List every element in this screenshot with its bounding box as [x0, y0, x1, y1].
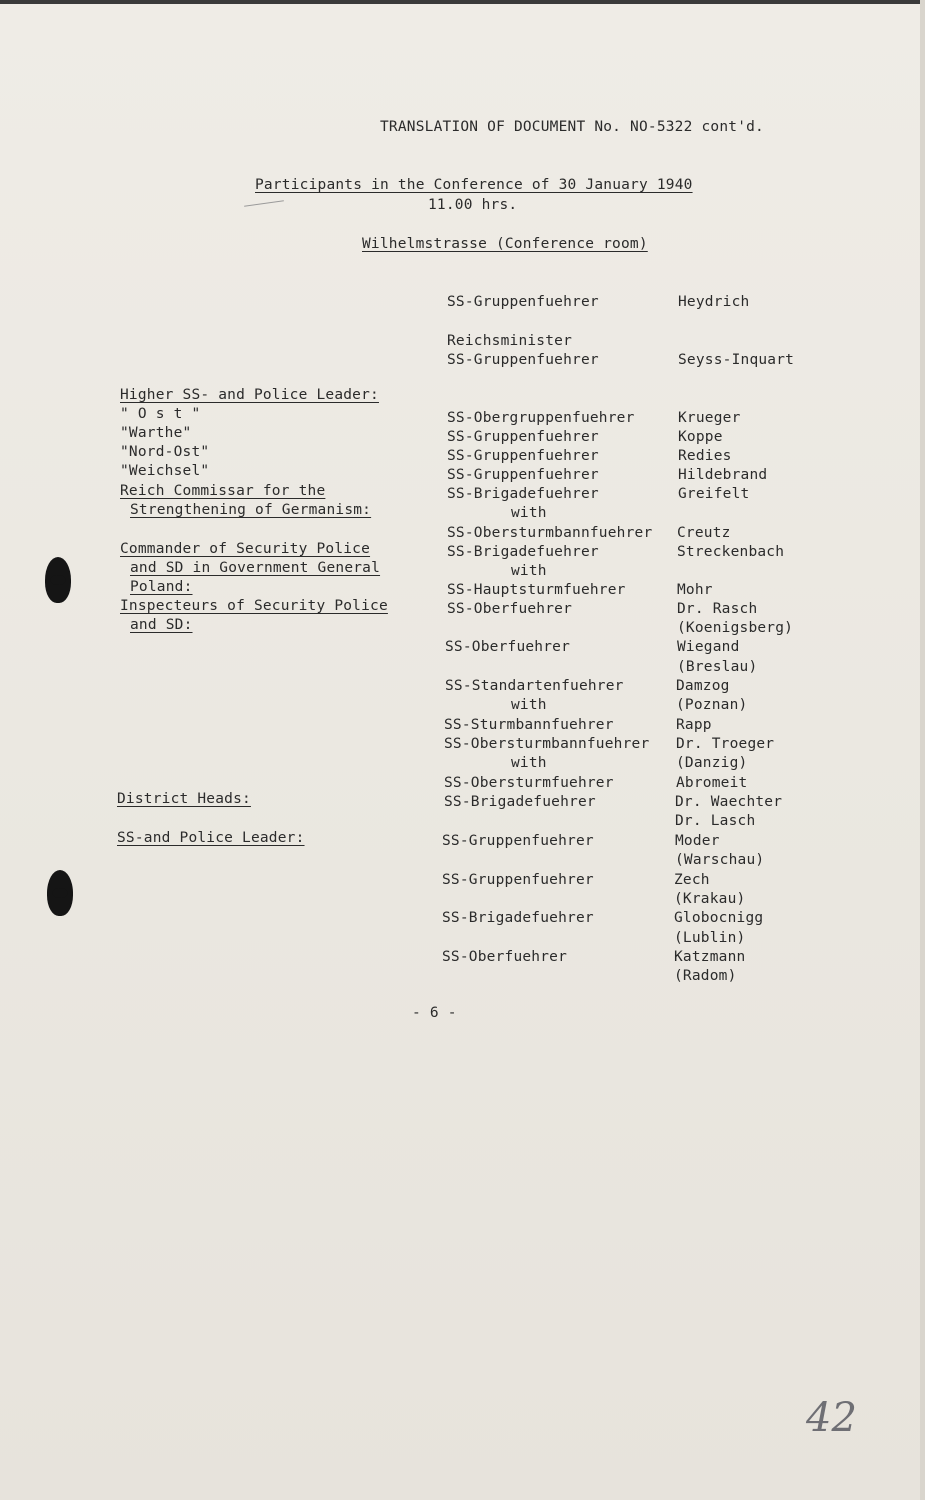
rank-1: SS-Gruppenfuehrer — [447, 294, 599, 310]
punch-hole-top — [45, 557, 71, 603]
label-reich-commissar: Reich Commissar for the — [120, 483, 326, 499]
label-inspecteurs: Inspecteurs of Security Police — [120, 598, 388, 614]
name-katzmann: Katzmann — [674, 949, 746, 965]
rank-2: Reichsminister — [447, 333, 573, 349]
label-commander-security-police: Commander of Security Police — [120, 541, 371, 557]
label-ss-police-leader: SS-and Police Leader: — [117, 830, 305, 846]
title-line-1: Participants in the Conference of 30 January 1940 — [255, 177, 693, 193]
label-district-heads: District Heads: — [117, 791, 251, 807]
rank-12: SS-Oberfuehrer — [447, 601, 573, 617]
label-weichsel: "Weichsel" — [120, 463, 210, 479]
rank-20: SS-Gruppenfuehrer — [442, 872, 594, 888]
rank-13: SS-Oberfuehrer — [445, 639, 571, 655]
name-heydrich: Heydrich — [678, 294, 750, 310]
name-abromeit: Abromeit — [676, 775, 748, 791]
rank-with-4: with — [511, 755, 547, 771]
name-koenigsberg: (Koenigsberg) — [677, 620, 794, 636]
label-ost: " O s t " — [120, 406, 201, 422]
name-koppe: Koppe — [678, 429, 723, 445]
label-germanism: Strengthening of Germanism: — [130, 502, 372, 518]
scan-right-edge — [920, 0, 925, 1500]
name-radom: (Radom) — [674, 968, 737, 984]
punch-hole-bottom — [47, 870, 73, 916]
name-danzig: (Danzig) — [676, 755, 748, 771]
name-rasch: Dr. Rasch — [677, 601, 758, 617]
rank-21: SS-Brigadefuehrer — [442, 910, 594, 926]
label-and-sd: and SD: — [130, 617, 193, 633]
rank-with-2: with — [511, 563, 547, 579]
name-mohr: Mohr — [677, 582, 713, 598]
label-nord-ost: "Nord-Ost" — [120, 444, 210, 460]
name-krueger: Krueger — [678, 410, 741, 426]
name-breslau: (Breslau) — [677, 659, 758, 675]
rank-10: SS-Brigadefuehrer — [447, 544, 599, 560]
rank-6: SS-Gruppenfuehrer — [447, 448, 599, 464]
name-creutz: Creutz — [677, 525, 731, 541]
name-seyss-inquart: Seyss-Inquart — [678, 352, 795, 368]
rank-17: SS-Obersturmfuehrer — [444, 775, 614, 791]
name-zech: Zech — [674, 872, 710, 888]
name-lublin: (Lublin) — [674, 930, 746, 946]
conference-location: Wilhelmstrasse (Conference room) — [362, 236, 648, 252]
name-rapp: Rapp — [676, 717, 712, 733]
page-number: - 6 - — [412, 1005, 457, 1021]
rank-with-1: with — [511, 505, 547, 521]
label-warthe: "Warthe" — [120, 425, 192, 441]
rank-22: SS-Oberfuehrer — [442, 949, 568, 965]
name-globocnigg: Globocnigg — [674, 910, 764, 926]
rank-14: SS-Standartenfuehrer — [445, 678, 624, 694]
name-hildebrand: Hildebrand — [678, 467, 768, 483]
scan-top-edge — [0, 0, 925, 4]
rank-3: SS-Gruppenfuehrer — [447, 352, 599, 368]
document-reference: TRANSLATION OF DOCUMENT No. NO-5322 cont'd. — [380, 119, 764, 135]
name-warschau: (Warschau) — [675, 852, 765, 868]
rank-18: SS-Brigadefuehrer — [444, 794, 596, 810]
label-sd-government-general: and SD in Government General — [130, 560, 381, 576]
pencil-mark — [244, 200, 284, 207]
name-troeger: Dr. Troeger — [676, 736, 775, 752]
name-redies: Redies — [678, 448, 732, 464]
label-poland: Poland: — [130, 579, 193, 595]
rank-7: SS-Gruppenfuehrer — [447, 467, 599, 483]
name-waechter: Dr. Waechter — [675, 794, 783, 810]
rank-4: SS-Obergruppenfuehrer — [447, 410, 635, 426]
title-line-2: 11.00 hrs. — [428, 197, 518, 213]
name-krakau: (Krakau) — [674, 891, 746, 907]
name-greifelt: Greifelt — [678, 486, 750, 502]
rank-5: SS-Gruppenfuehrer — [447, 429, 599, 445]
name-streckenbach: Streckenbach — [677, 544, 785, 560]
rank-9: SS-Obersturmbannfuehrer — [447, 525, 653, 541]
name-moder: Moder — [675, 833, 720, 849]
rank-11: SS-Hauptsturmfuehrer — [447, 582, 626, 598]
rank-16: SS-Obersturmbannfuehrer — [444, 736, 650, 752]
rank-with-3: with — [511, 697, 547, 713]
rank-19: SS-Gruppenfuehrer — [442, 833, 594, 849]
name-poznan: (Poznan) — [676, 697, 748, 713]
handwritten-folio-number: 42 — [806, 1395, 857, 1441]
label-higher-ss-police-leader: Higher SS- and Police Leader: — [120, 387, 379, 403]
rank-15: SS-Sturmbannfuehrer — [444, 717, 614, 733]
name-wiegand: Wiegand — [677, 639, 740, 655]
rank-8: SS-Brigadefuehrer — [447, 486, 599, 502]
name-lasch: Dr. Lasch — [675, 813, 756, 829]
name-damzog: Damzog — [676, 678, 730, 694]
